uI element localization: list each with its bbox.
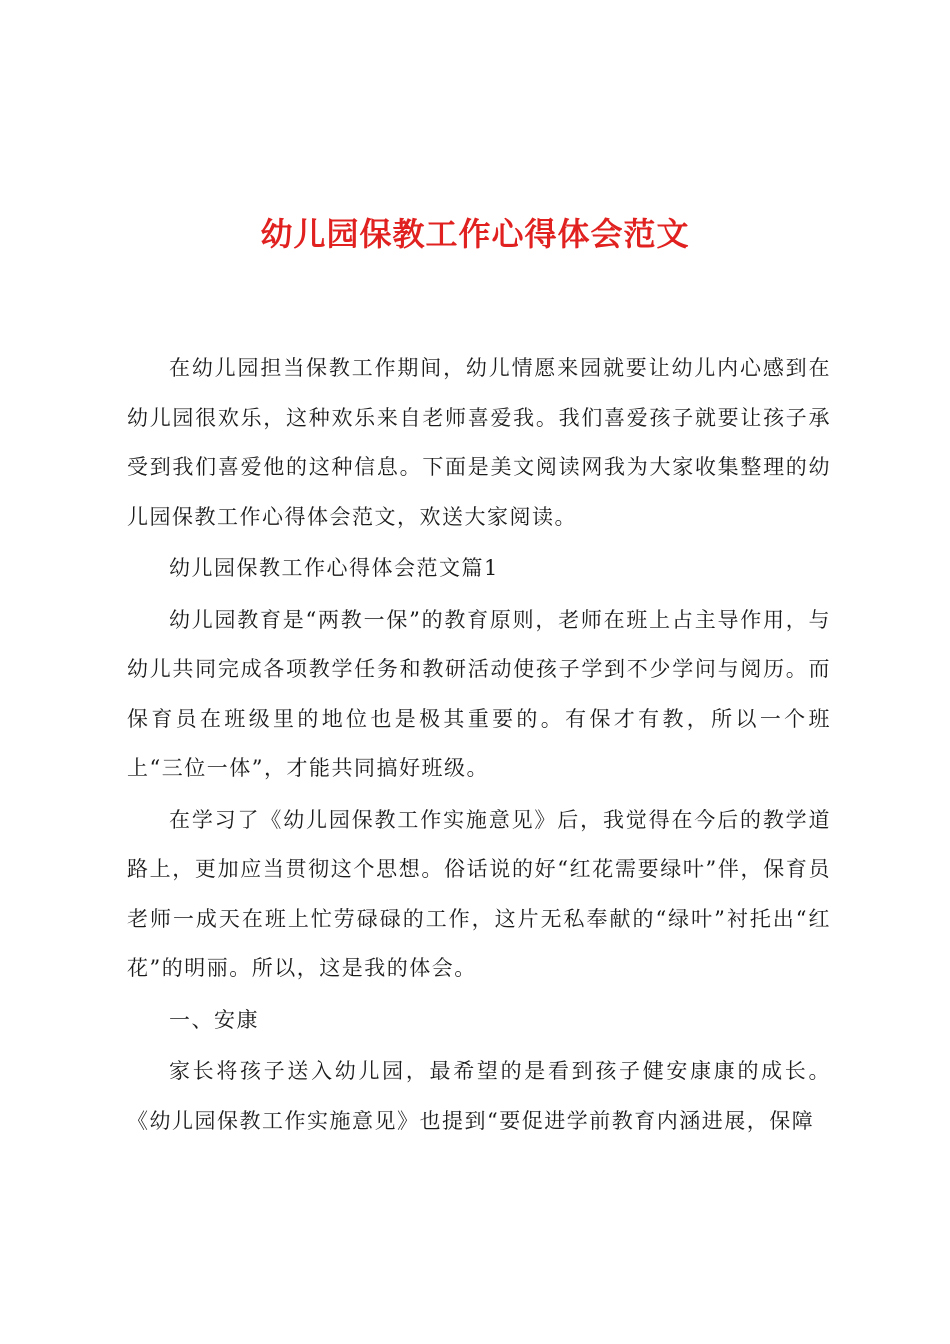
intro-paragraph: 在幼儿园担当保教工作期间，幼儿情愿来园就要让幼儿内心感到在幼儿园很欢乐，这种欢乐来自老师喜爱我。我们喜爱孩子就要让孩子承受到我们喜爱他的这种信息。下面是美文阅读网我为大家收集整理的幼儿园保教工作心得体会范文，欢送大家阅读。: [127, 356, 831, 529]
document-title: 幼儿园保教工作心得体会范文: [260, 215, 690, 253]
body-paragraph-3: 家长将孩子送入幼儿园，最希望的是看到孩子健安康康的成长。《幼儿园保教工作实施意见》也提到“要促进学前教育内涵进展，保障: [127, 1059, 831, 1133]
body-paragraph-1: 幼儿园教育是“两教一保”的教育原则，老师在班上占主导作用，与幼儿共同完成各项教学任务和教研活动使孩子学到不少学问与阅历。而保育员在班级里的地位也是极其重要的。有保才有教，所以一个班上“三位一体”，才能共同搞好班级。: [127, 607, 831, 780]
body-paragraph-2: 在学习了《幼儿园保教工作实施意见》后，我觉得在今后的教学道路上，更加应当贯彻这个思想。俗话说的好“红花需要绿叶”伴，保育员老师一成天在班上忙劳碌碌的工作，这片无私奉献的“绿叶”衬托出“红花”的明丽。所以，这是我的体会。: [127, 807, 831, 980]
document-body: [127, 344, 831, 1148]
section-heading-article-1: 幼儿园保教工作心得体会范文篇1: [169, 556, 499, 580]
section-heading-health: 一、安康: [169, 1007, 259, 1032]
